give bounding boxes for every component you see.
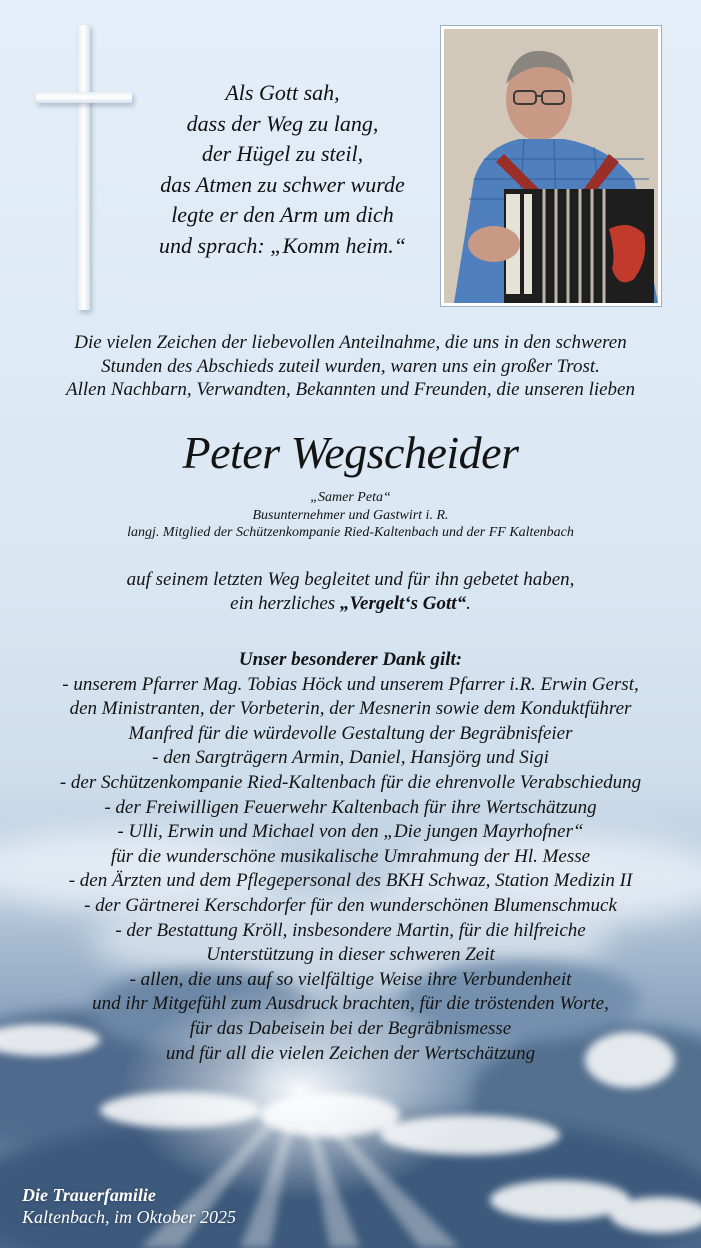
thanks-line: - den Sargträgern Armin, Daniel, Hansjörg und Sigi xyxy=(152,747,549,769)
intro-text xyxy=(0,331,701,402)
signature xyxy=(22,1184,422,1228)
thanks-line: - Ulli, Erwin und Michael von den „Die jungen Mayrhofner“ xyxy=(117,821,584,843)
portrait-photo xyxy=(440,25,662,307)
signature-family: Die Trauerfamilie xyxy=(22,1185,156,1205)
poem-line: dass der Weg zu lang, xyxy=(186,110,379,136)
memorial-poem xyxy=(140,78,425,261)
thanks-heading: Unser besonderer Dank gilt: xyxy=(238,649,463,670)
gratitude-statement xyxy=(0,568,701,615)
thanks-line: und für all die vielen Zeichen der Wertschätzung xyxy=(165,1042,536,1064)
poem-line: das Atmen zu schwer wurde xyxy=(160,171,405,197)
thanks-line: - den Ärzten und dem Pflegepersonal des BKH Schwaz, Station Medizin II xyxy=(68,870,633,892)
thanks-line: Manfred für die würdevolle Gestaltung der Begräbnisfeier xyxy=(128,722,573,744)
poem-line: Als Gott sah, xyxy=(225,80,340,105)
thanks-line: für die wunderschöne musikalische Umrahmung der Hl. Messe xyxy=(110,845,591,867)
gratitude-line: auf seinem letzten Weg begleitet und für ihn gebetet haben, xyxy=(126,569,575,590)
thanks-line: - allen, die uns auf so vielfältige Weise ihre Verbundenheit xyxy=(129,968,572,990)
thanks-line: und ihr Mitgefühl zum Ausdruck brachten, für die tröstenden Worte, xyxy=(92,993,609,1015)
thanks-line: - der Freiwilligen Feuerwehr Kaltenbach für ihre Wertschätzung xyxy=(104,796,597,818)
cross-vertical-beam xyxy=(78,25,90,310)
poem-line: der Hügel zu steil, xyxy=(201,141,364,166)
vergelts-gott: „Vergelt‘s Gott“ xyxy=(339,592,467,614)
deceased-details xyxy=(0,489,701,542)
intro-line: Stunden des Abschieds zuteil wurden, waren uns ein großer Trost. xyxy=(101,355,600,377)
gratitude-prefix: ein herzliches xyxy=(230,592,340,614)
thanks-line: den Ministranten, der Vorbeterin, der Mesnerin sowie dem Konduktführer xyxy=(69,698,632,720)
gratitude-suffix: . xyxy=(466,592,471,614)
thanks-line: - der Schützenkompanie Ried-Kaltenbach für die ehrenvolle Verabschiedung xyxy=(59,771,642,793)
occupation: Busunternehmer und Gastwirt i. R. xyxy=(252,507,449,523)
signature-place-date: Kaltenbach, im Oktober 2025 xyxy=(22,1207,236,1227)
cross-horizontal-beam xyxy=(36,92,132,103)
nickname: „Samer Peta“ xyxy=(310,490,391,505)
thanks-line: Unterstützung in dieser schweren Zeit xyxy=(206,944,495,966)
thanks-line: - der Gärtnerei Kerschdorfer für den wunderschönen Blumenschmuck xyxy=(84,894,617,916)
portrait-image xyxy=(444,29,658,303)
special-thanks xyxy=(0,648,701,1066)
gratitude-line-2 xyxy=(0,592,701,616)
intro-line: Allen Nachbarn, Verwandten, Bekannten und Freunden, die unseren lieben xyxy=(66,379,635,400)
membership: langj. Mitglied der Schützenkompanie Ried-Kaltenbach und der FF Kaltenbach xyxy=(127,525,574,540)
deceased-name: Peter Wegscheider xyxy=(182,427,519,478)
intro-line: Die vielen Zeichen der liebevollen Anteilnahme, die uns in den schweren xyxy=(74,332,627,353)
poem-line: legte er den Arm um dich xyxy=(171,202,394,227)
poem-line: und sprach: „Komm heim.“ xyxy=(159,232,406,258)
thanks-line: - unserem Pfarrer Mag. Tobias Höck und unserem Pfarrer i.R. Erwin Gerst, xyxy=(62,673,639,695)
thanks-line: für das Dabeisein bei der Begräbnismesse xyxy=(189,1017,512,1039)
thanks-line: - der Bestattung Kröll, insbesondere Martin, für die hilfreiche xyxy=(115,919,586,941)
